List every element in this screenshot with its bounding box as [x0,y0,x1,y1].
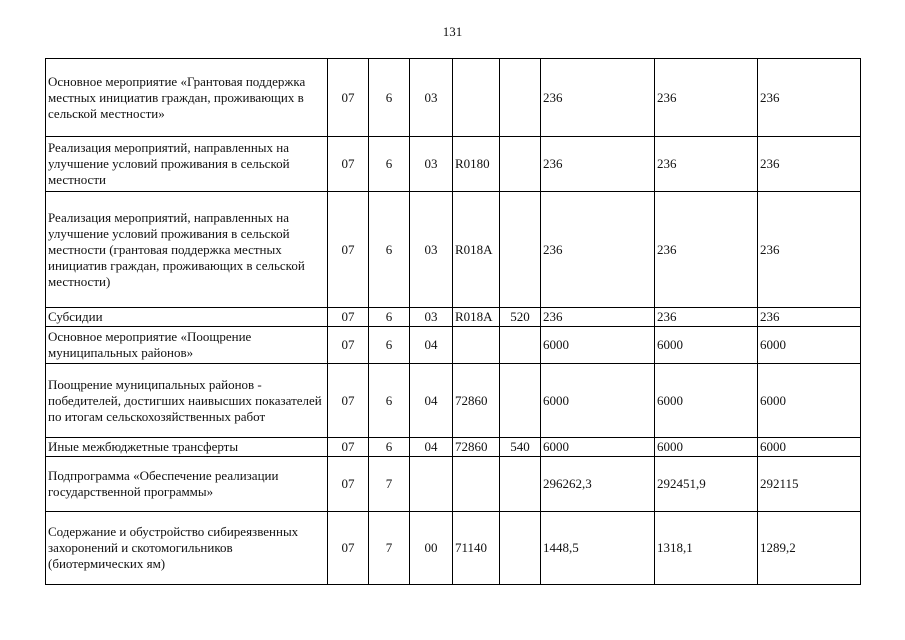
amount-cell: 6000 [655,327,758,364]
code-cell: 07 [328,192,369,308]
code-cell [453,327,500,364]
code-cell: 71140 [453,512,500,585]
row-name: Иные межбюджетные трансферты [46,438,328,457]
code-cell: 04 [410,438,453,457]
amount-cell: 6000 [655,438,758,457]
code-cell: 03 [410,192,453,308]
code-cell: 72860 [453,364,500,438]
row-name: Содержание и обустройство сибиреязвенных захоронений и скотомогильников (биотермических ям) [46,512,328,585]
code-cell: 07 [328,137,369,192]
code-cell: 7 [369,457,410,512]
amount-cell: 6000 [541,364,655,438]
code-cell: 07 [328,364,369,438]
code-cell: 6 [369,438,410,457]
code-cell: 07 [328,457,369,512]
table-row [46,192,861,308]
code-cell: 04 [410,364,453,438]
code-cell: 6 [369,192,410,308]
code-cell [500,327,541,364]
amount-cell: 1289,2 [758,512,861,585]
amount-cell: 236 [655,308,758,327]
amount-cell: 236 [655,59,758,137]
amount-cell: 6000 [758,364,861,438]
amount-cell: 236 [655,137,758,192]
row-name: Основное мероприятие «Грантовая поддержка местных инициатив граждан, проживающих в сельской местности» [46,59,328,137]
amount-cell: 236 [758,137,861,192]
code-cell: 07 [328,438,369,457]
code-cell: R0180 [453,137,500,192]
table-row [46,457,861,512]
row-name: Субсидии [46,308,328,327]
amount-cell: 236 [758,308,861,327]
row-name: Подпрограмма «Обеспечение реализации государственной программы» [46,457,328,512]
code-cell: 00 [410,512,453,585]
amount-cell: 6000 [758,438,861,457]
amount-cell: 236 [758,59,861,137]
row-name: Реализация мероприятий, направленных на улучшение условий проживания в сельской местности [46,137,328,192]
table-row [46,438,861,457]
code-cell: 520 [500,308,541,327]
table-row [46,59,861,137]
code-cell: 6 [369,327,410,364]
amount-cell: 1318,1 [655,512,758,585]
table-row [46,327,861,364]
table-row [46,308,861,327]
code-cell: 540 [500,438,541,457]
amount-cell: 296262,3 [541,457,655,512]
code-cell [500,192,541,308]
amount-cell: 292451,9 [655,457,758,512]
code-cell: R018A [453,308,500,327]
code-cell: 07 [328,59,369,137]
code-cell: 07 [328,327,369,364]
amount-cell: 236 [655,192,758,308]
code-cell: 6 [369,308,410,327]
code-cell [453,59,500,137]
amount-cell: 236 [541,308,655,327]
amount-cell: 236 [541,137,655,192]
page-number: 131 [442,24,463,39]
amount-cell: 6000 [758,327,861,364]
code-cell [500,59,541,137]
code-cell [500,364,541,438]
code-cell: 6 [369,364,410,438]
amount-cell: 236 [541,192,655,308]
code-cell: R018A [453,192,500,308]
table-row [46,364,861,438]
code-cell: 6 [369,59,410,137]
row-name: Реализация мероприятий, направленных на улучшение условий проживания в сельской местности (грантовая поддержка местных инициатив граждан, проживающих в сельской местности) [46,192,328,308]
amount-cell: 236 [758,192,861,308]
code-cell: 07 [328,512,369,585]
code-cell: 7 [369,512,410,585]
code-cell [500,457,541,512]
amount-cell: 6000 [655,364,758,438]
row-name: Основное мероприятие «Поощрение муниципальных районов» [46,327,328,364]
code-cell: 03 [410,137,453,192]
table-row [46,137,861,192]
amount-cell: 6000 [541,327,655,364]
code-cell [500,137,541,192]
table-row [46,512,861,585]
amount-cell: 292115 [758,457,861,512]
code-cell [453,457,500,512]
amount-cell: 6000 [541,438,655,457]
code-cell [410,457,453,512]
code-cell: 04 [410,327,453,364]
amount-cell: 1448,5 [541,512,655,585]
row-name: Поощрение муниципальных районов - победителей, достигших наивысших показателей по итогам сельскохозяйственных работ [46,364,328,438]
amount-cell: 236 [541,59,655,137]
code-cell: 03 [410,308,453,327]
code-cell: 72860 [453,438,500,457]
budget-table [45,58,861,585]
code-cell: 6 [369,137,410,192]
code-cell [500,512,541,585]
code-cell: 03 [410,59,453,137]
code-cell: 07 [328,308,369,327]
